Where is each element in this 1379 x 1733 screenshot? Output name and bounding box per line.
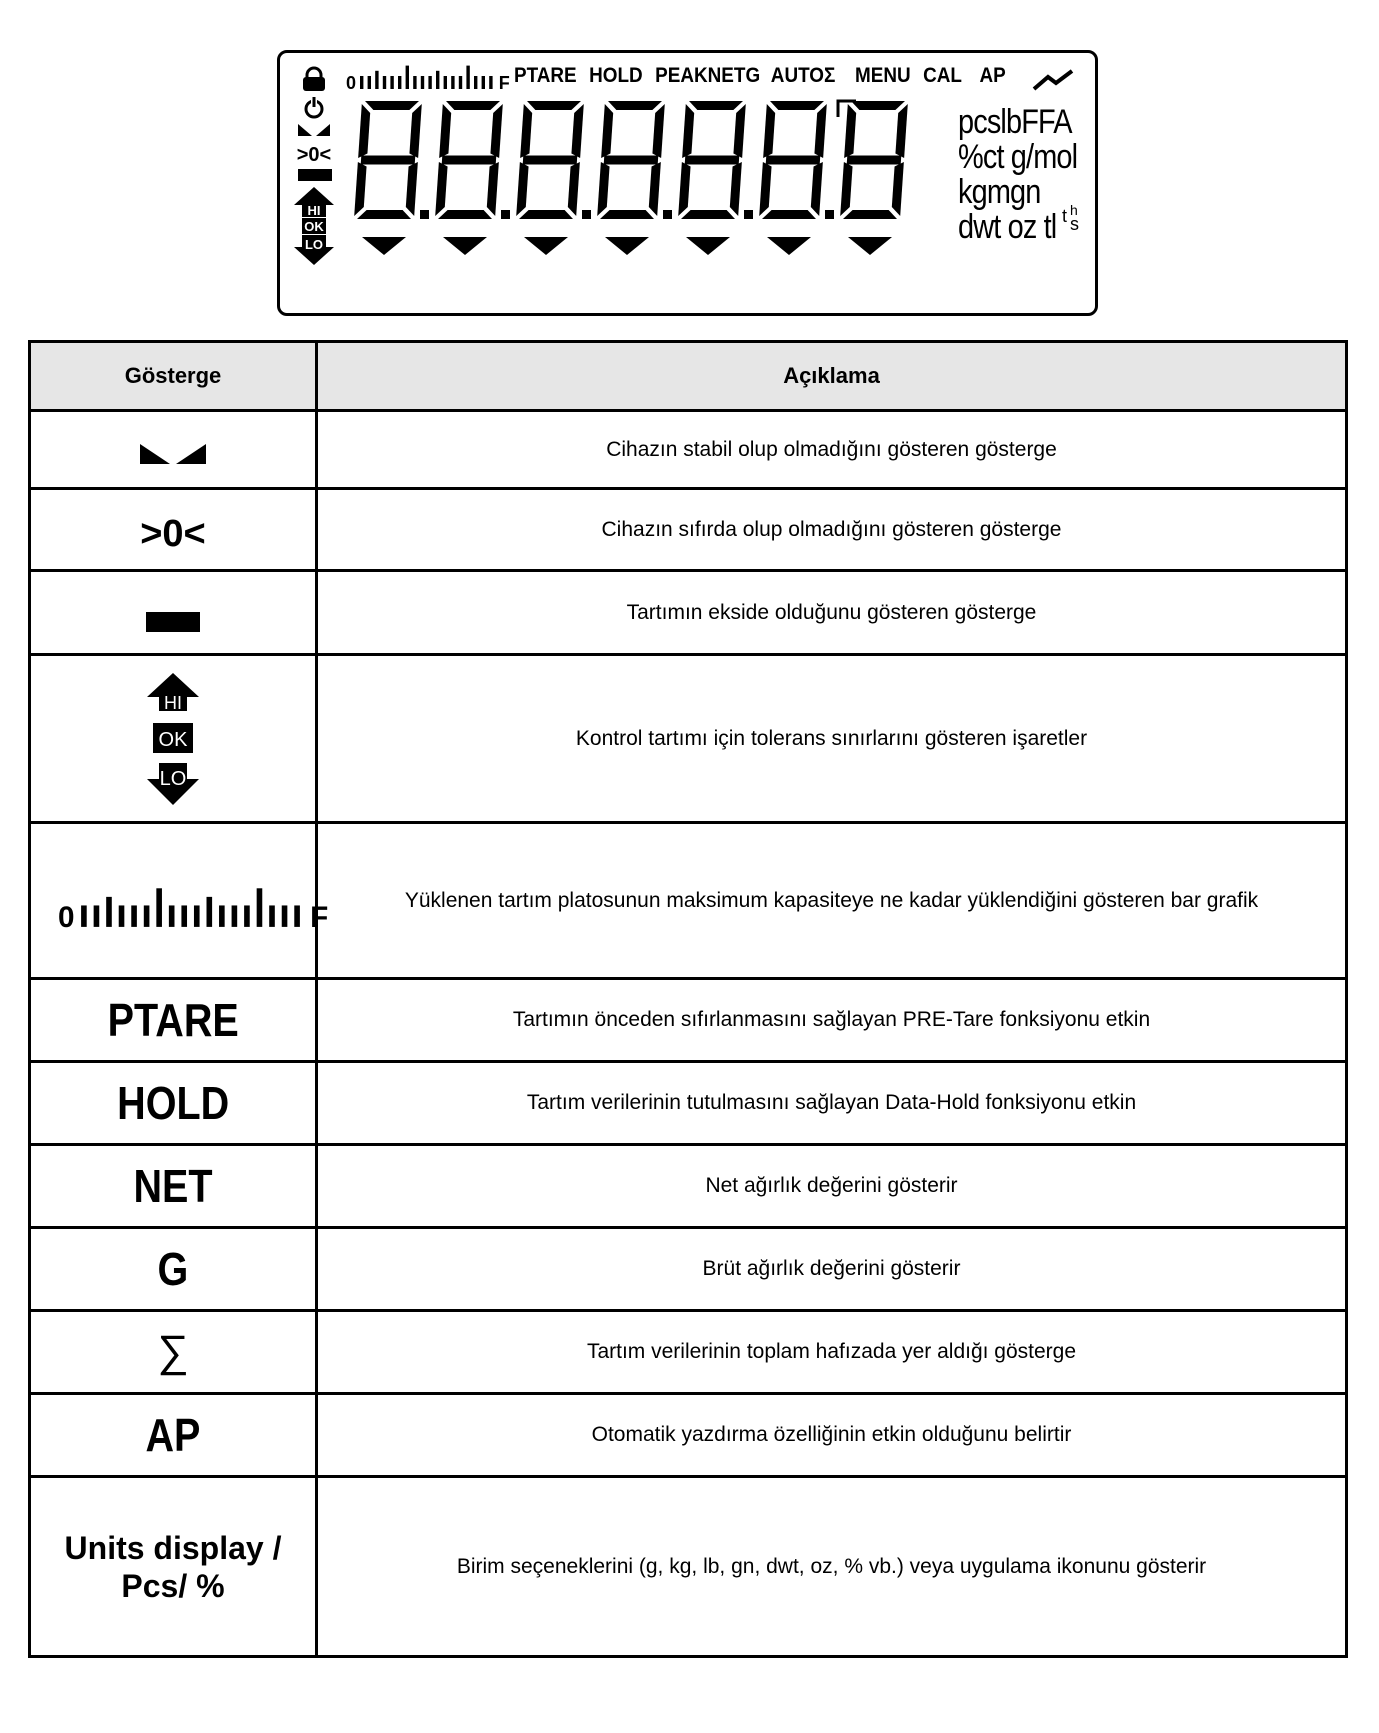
seven-segment-digit [435,101,503,219]
seven-segment-digit [516,101,584,219]
hi-ok-lo-arrows-icon [145,671,201,807]
symbol-cell [30,1228,317,1311]
seven-segment-digit [354,101,422,219]
description-cell: Tartım verilerinin toplam hafızada yer aldığı gösterge [317,1311,1347,1394]
digit-pointer-triangle [848,237,892,255]
description-cell: Yüklenen tartım platosunun maksimum kapasiteye ne kadar yüklendiğini gösteren bar grafik [317,823,1347,979]
bargraph-tick [81,905,87,926]
symbol-cell [30,1311,317,1394]
svg-text:HI: HI [164,692,182,713]
digit-pointer-triangle [767,237,811,255]
bargraph-tick [482,76,485,89]
symbol-cell [30,1062,317,1145]
seven-segment-digit [597,101,665,219]
bargraph-tick [451,76,454,89]
table-row [30,571,1347,655]
bargraph-tick [244,905,250,926]
capacity-bar-graph-icon [58,884,329,934]
bargraph-tick [428,76,431,89]
seven-segment-digit [759,101,827,219]
lock-icon [303,68,325,91]
bargraph-zero-label: 0 [58,900,75,934]
description-cell: Cihazın stabil olup olmadığını gösteren gösterge [317,411,1347,489]
bargraph-tick [375,71,378,89]
minus-bar-icon [298,169,332,181]
digit-pointer-triangle [524,237,568,255]
bargraph-tick [131,905,137,926]
description-cell: Otomatik yazdırma özelliğinin etkin olduğunu belirtir [317,1394,1347,1477]
bargraph-tick [406,66,409,89]
bargraph-full-label: F [498,73,510,93]
bargraph-tick [413,76,416,89]
power-icon [306,96,322,117]
description-cell: Tartım verilerinin tutulmasını sağlayan Data-Hold fonksiyonu etkin [317,1062,1347,1145]
auto-print-symbol: AP [145,1409,201,1461]
hold-symbol: HOLD [116,1077,230,1129]
lcd-capacity-bargraph [346,63,516,93]
svg-text:OK: OK [304,219,324,234]
decimal-point [663,210,672,219]
ptare-symbol: PTARE [107,994,239,1046]
description-cell: Tartımın önceden sıfırlanmasını sağlayan PRE-Tare fonksiyonu etkin [317,979,1347,1062]
bargraph-full-label: F [310,900,329,934]
table-row [30,1228,1347,1311]
digit-pointer-triangle [362,237,406,255]
bargraph-tick [106,896,112,926]
bargraph-tick [169,905,175,926]
zero-indicator-symbol: >0< [140,513,206,555]
bargraph-tick [156,888,162,927]
description-cell: Kontrol tartımı için tolerans sınırlarını gösteren işaretler [317,655,1347,823]
bargraph-tick [383,76,386,89]
bargraph-tick [474,76,477,89]
digit-pointer-triangle [605,237,649,255]
description-cell: Cihazın sıfırda olup olmadığını gösteren gösterge [317,489,1347,571]
lcd-units-line-1: pcslbFFA [958,103,1072,141]
symbol-cell [30,571,317,655]
table-row [30,655,1347,823]
seven-segment-digit [840,101,908,219]
bargraph-tick [269,905,275,926]
decimal-point [420,210,429,219]
digit-pointer-triangle [443,237,487,255]
bargraph-tick [119,905,125,926]
bargraph-tick [207,896,213,926]
lcd-label-menu: MENU [855,64,911,87]
symbol-cell [30,823,329,979]
symbol-cell [30,655,317,823]
table-row [30,489,1347,571]
table-row [30,1394,1347,1477]
lcd-label-auto-sum: AUTOΣ [770,64,836,87]
symbol-cell [30,979,317,1062]
table-row [30,1311,1347,1394]
lcd-left-icons [294,65,344,275]
lcd-label-hold: HOLD [589,64,643,87]
symbol-cell [30,489,317,571]
digit-pointer-triangle [686,237,730,255]
header-description: Açıklama [317,342,1347,411]
stability-indicator-icon [138,440,208,470]
sum-symbol: ∑ [157,1327,189,1376]
lcd-units-line-3: kgmgn [958,173,1041,211]
symbol-cell [30,1394,317,1477]
bargraph-zero-label: 0 [346,73,357,93]
decimal-point [744,210,753,219]
table-row [30,979,1347,1062]
description-cell: Net ağırlık değerini gösterir [317,1145,1347,1228]
table-row [30,411,1347,489]
symbol-cell [30,1145,317,1228]
decimal-point [825,210,834,219]
lcd-seven-segment-digits [348,97,948,257]
lcd-label-peaknetg: PEAKNETG [655,64,761,87]
bargraph-tick [444,76,447,89]
table-row [30,1062,1347,1145]
bargraph-tick [181,905,187,926]
bargraph-tick [489,76,492,89]
units-display-symbol: Units display / Pcs/ % [64,1529,282,1604]
symbol-cell [30,411,317,489]
svg-text:LO: LO [304,237,324,252]
lcd-display-diagram [277,50,1098,316]
bargraph-tick [232,905,238,926]
lcd-label-ap: AP [979,64,1006,87]
bargraph-tick [360,76,363,89]
table-row [30,1145,1347,1228]
trend-icon [1032,69,1076,93]
lcd-units-line-4: dwt oz tl [958,208,1057,246]
table-row [30,1477,1347,1657]
bargraph-tick [421,76,424,89]
bargraph-tick [368,76,371,89]
bargraph-tick [194,905,200,926]
stability-icon [298,124,330,136]
indicator-legend-table [28,340,1348,1658]
decimal-point [582,210,591,219]
lcd-label-cal: CAL [923,64,962,87]
header-indicator: Gösterge [30,342,317,411]
bargraph-tick [294,905,300,926]
bargraph-tick [459,76,462,89]
hi-ok-lo-icon [294,187,334,265]
net-symbol: NET [133,1160,213,1212]
lcd-time-units: t h s [1062,202,1079,234]
lcd-units-line-2: %ct g/mol [958,138,1078,176]
bargraph-tick [282,905,288,926]
table-row [30,823,1347,979]
bargraph-tick [144,905,150,926]
bargraph-tick [398,76,401,89]
seven-segment-digit [678,101,746,219]
svg-text:OK: OK [158,728,188,751]
description-cell: Tartımın ekside olduğunu gösteren gösterge [317,571,1347,655]
symbol-cell [30,1477,317,1657]
bargraph-tick [257,888,263,927]
gross-symbol: G [157,1243,189,1295]
negative-bar-icon [145,610,201,634]
decimal-point [501,210,510,219]
bargraph-tick [390,76,393,89]
bargraph-tick [219,905,225,926]
lcd-zero-indicator: >0< [296,144,332,166]
table-header-row [30,342,1347,411]
bargraph-tick [94,905,100,926]
description-cell: Brüt ağırlık değerini gösterir [317,1228,1347,1311]
svg-text:LO: LO [159,767,187,790]
bargraph-tick [466,66,469,89]
lcd-label-ptare: PTARE [514,64,577,87]
bargraph-tick [436,71,439,89]
svg-text:HI: HI [307,203,321,218]
description-cell: Birim seçeneklerini (g, kg, lb, gn, dwt, oz, % vb.) veya uygulama ikonunu gösterir [317,1477,1347,1657]
